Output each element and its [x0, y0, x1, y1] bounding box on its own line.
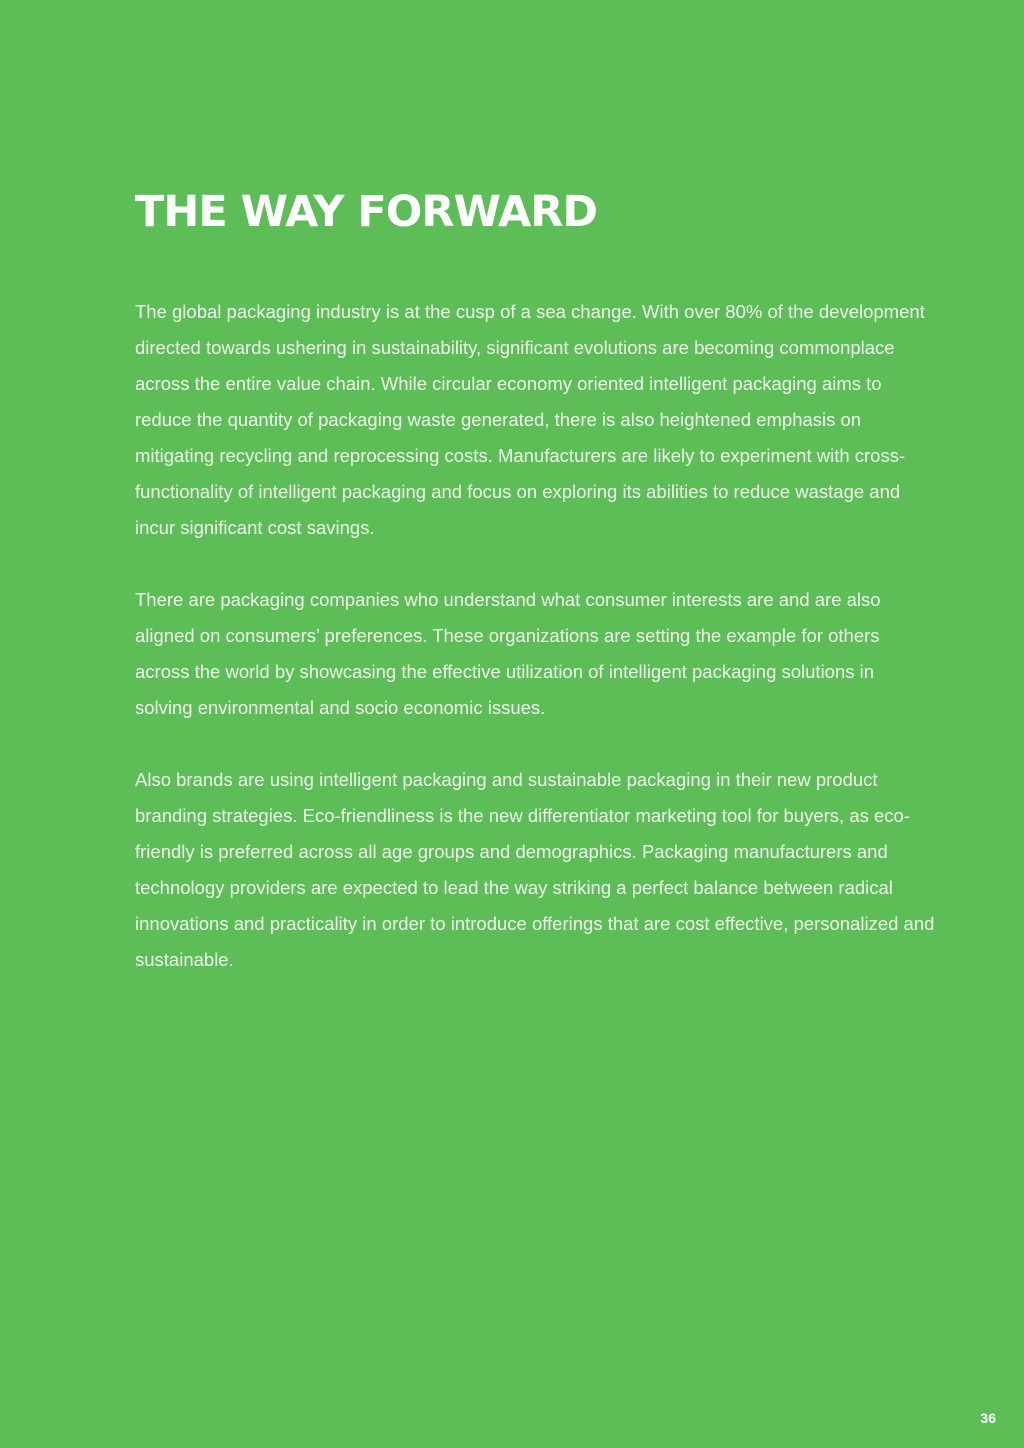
paragraph-3: Also brands are using intelligent packaging and sustainable packaging in their new product branding strategies. Eco-friendliness is the new differentiator marketing tool for buyers, as eco-friendly is preferred across all age groups and demographics. Packaging manufacturers and technology providers are expected to lead the way striking a perfect balance between radical innovations and practicality in order to introduce offerings that are cost effective, personalized and sustainable.	[135, 769, 935, 970]
page-number: 36	[980, 1410, 996, 1426]
paragraph-1: The global packaging industry is at the cusp of a sea change. With over 80% of the development directed towards ushering in sustainability, significant evolutions are becoming commonplace across the entire value chain. While circular economy oriented intelligent packaging aims to reduce the quantity of packaging waste generated, there is also heightened emphasis on mitigating recycling and reprocessing costs. Manufacturers are likely to experiment with cross-functionality of intelligent packaging and focus on exploring its abilities to reduce wastage and incur significant cost savings.	[135, 301, 925, 538]
page-title: THE WAY FORWARD	[135, 187, 598, 237]
body-text	[135, 294, 935, 1014]
paragraph-2: There are packaging companies who understand what consumer interests are and are also aligned on consumers’ preferences. These organizations are setting the example for others across the world by showcasing the effective utilization of intelligent packaging solutions in solving environmental and socio economic issues.	[135, 589, 881, 718]
